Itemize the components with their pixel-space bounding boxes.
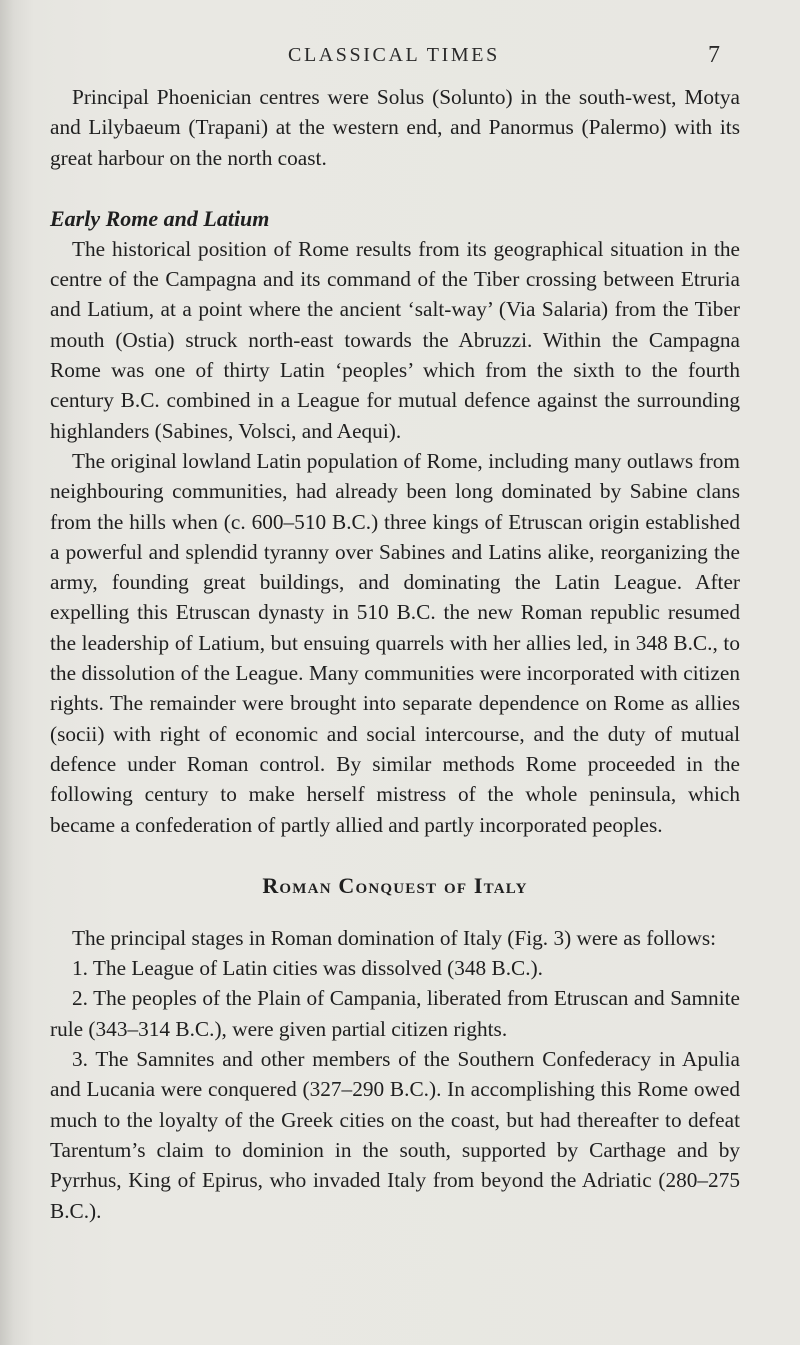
list-item-samnites: 3. The Samnites and other members of the Southern Confederacy in Apulia and Lucania were conquered (327–290 B.C.). In accomplishing this Rome owed much to the loyalty of the Greek cities on the coast, but had thereafter to defeat Tarentum’s claim to dominion in the south, supported by Carthage and by Pyrrhus, King of Epirus, who invaded Italy from beyond the Adriatic (280–275 B.C.).	[50, 1047, 740, 1223]
page-number: 7	[708, 42, 720, 68]
paragraph-principal-stages: The principal stages in Roman domination of Italy (Fig. 3) were as follows:	[72, 925, 717, 950]
heading-roman-conquest: Roman Conquest of Italy	[262, 872, 528, 898]
paragraph-latin-population: The original lowland Latin population of Rome, including many outlaws from neighbouring communities, had already been long dominated by Sabine clans from the hills when (c. 600–510 B.C.) three kings of Etruscan origin established a powerful and splendid tyranny over Sabines and Latins alike, reorganizing the army, founding great buildings, and dominating the Latin League. After expelling this Etruscan dynasty in 510 B.C. the new Roman republic resumed the leadership of Latium, but ensuing quarrels with her allies led, in 348 B.C., to the dissolution of the League. Many communities were incorporated with citizen rights. The remainder were brought into separate dependence on Rome as allies (socii) with right of economic and social intercourse, and the duty of mutual defence under Roman control. By similar methods Rome proceeded in the following century to make herself mistress of the whole peninsula, which became a confederation of partly allied and partly incorporated peoples.	[50, 448, 740, 837]
paragraph-phoenician-centres: Principal Phoenician centres were Solus (Solunto) in the south-west, Motya and Lilybaeum (Trapani) at the western end, and Panormus (Palermo) with its great harbour on the north coast.	[50, 85, 740, 170]
page-header	[0, 44, 800, 74]
heading-early-rome: Early Rome and Latium	[50, 205, 270, 231]
list-item-latin-league: 1. The League of Latin cities was dissolved (348 B.C.).	[72, 956, 543, 981]
paragraph-historical-position: The historical position of Rome results from its geographical situation in the centre of the Campagna and its command of the Tiber crossing between Etruria and Latium, at a point where the ancient ‘salt-way’ (Via Salaria) from the Tiber mouth (Ostia) struck north-east towards the Abruzzi. Within the Campagna Rome was one of thirty Latin ‘peoples’ which from the sixth to the fourth century B.C. combined in a League for mutual defence against the surrounding highlanders (Sabines, Volsci, and Aequi).	[50, 236, 740, 443]
running-head: CLASSICAL TIMES	[288, 44, 500, 66]
list-item-campania: 2. The peoples of the Plain of Campania, liberated from Etruscan and Samnite rule (343–314 B.C.), were given partial citizen rights.	[50, 986, 740, 1041]
page-body	[50, 82, 740, 1226]
